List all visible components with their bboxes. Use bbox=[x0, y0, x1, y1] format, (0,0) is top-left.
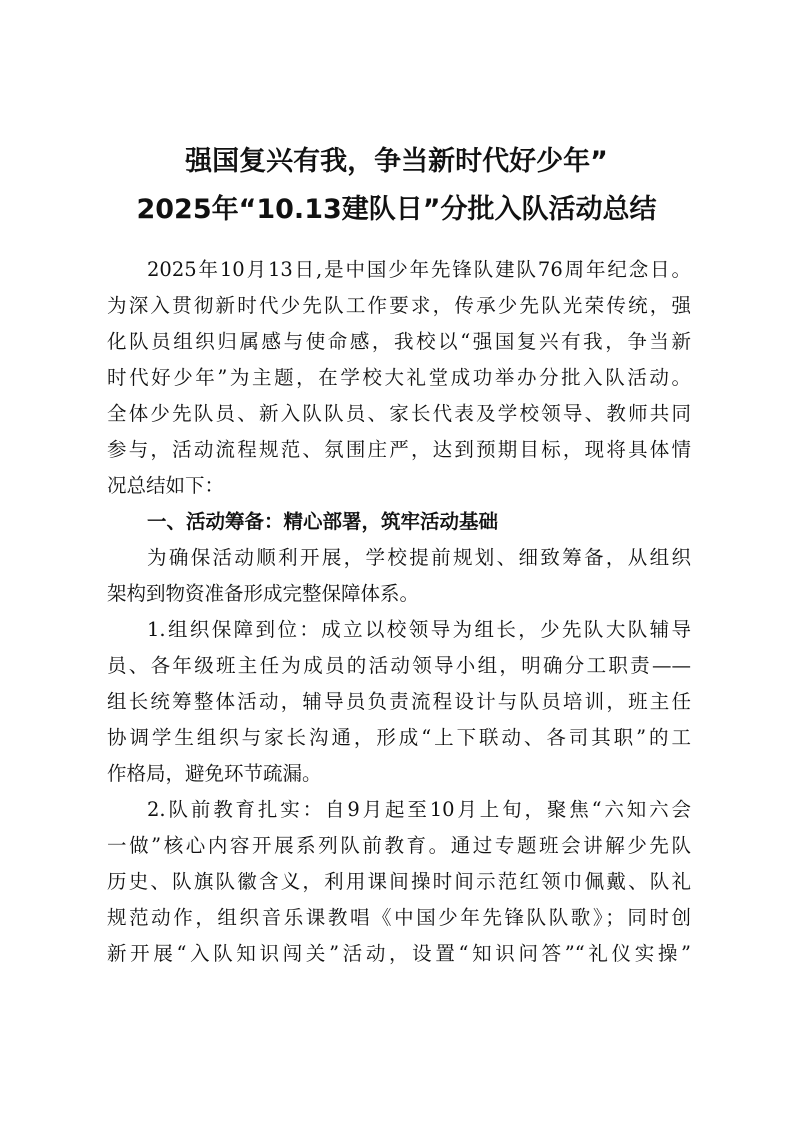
body-text-line: 协调学生组织与家长沟通，形成“上下联动、各司其职”的工 bbox=[107, 726, 691, 749]
body-text-line: 历史、队旗队徽含义，利用课间操时间示范红领巾佩戴、队礼 bbox=[107, 870, 691, 893]
body-text-line: 2.队前教育扎实：自9月起至10月上旬，聚焦“六知六会 bbox=[147, 798, 691, 821]
body-text-line: 况总结如下： bbox=[107, 474, 225, 497]
document-title-line-2: 2025年“10.13建队日”分批入队活动总结 bbox=[136, 194, 657, 225]
body-text-line: 全体少先队员、新入队队员、家长代表及学校领导、教师共同 bbox=[107, 402, 691, 425]
body-text-line: 一做”核心内容开展系列队前教育。通过专题班会讲解少先队 bbox=[107, 834, 691, 857]
body-text-line: 作格局，避免环节疏漏。 bbox=[107, 762, 322, 785]
body-text-line: 员、各年级班主任为成员的活动领导小组，明确分工职责—— bbox=[107, 654, 691, 677]
document-body bbox=[107, 252, 691, 972]
body-text-line: 2025年10月13日,是中国少年先锋队建队76周年纪念日。 bbox=[147, 258, 691, 281]
body-text-line: 时代好少年”为主题，在学校大礼堂成功举办分批入队活动。 bbox=[107, 366, 691, 389]
body-text-line: 参与，活动流程规范、氛围庄严，达到预期目标，现将具体情 bbox=[107, 438, 691, 461]
section-heading: 一、活动筹备：精心部署，筑牢活动基础 bbox=[147, 510, 499, 533]
body-text-line: 组长统筹整体活动，辅导员负责流程设计与队员培训，班主任 bbox=[107, 690, 691, 713]
body-text-line: 新开展“入队知识闯关”活动，设置“知识问答”“礼仪实操” bbox=[107, 942, 691, 965]
body-text-line: 1.组织保障到位：成立以校领导为组长，少先队大队辅导 bbox=[147, 618, 691, 641]
body-text-line: 为深入贯彻新时代少先队工作要求，传承少先队光荣传统，强 bbox=[107, 294, 691, 317]
body-text-line: 规范动作，组织音乐课教唱《中国少年先锋队队歌》；同时创 bbox=[107, 906, 691, 929]
body-text-line: 架构到物资准备形成完整保障体系。 bbox=[107, 582, 420, 605]
body-text-line: 为确保活动顺利开展，学校提前规划、细致筹备，从组织 bbox=[147, 546, 691, 569]
document-title-line-1: 强国复兴有我，争当新时代好少年” bbox=[185, 146, 608, 177]
body-text-line: 化队员组织归属感与使命感，我校以“强国复兴有我，争当新 bbox=[107, 330, 691, 353]
